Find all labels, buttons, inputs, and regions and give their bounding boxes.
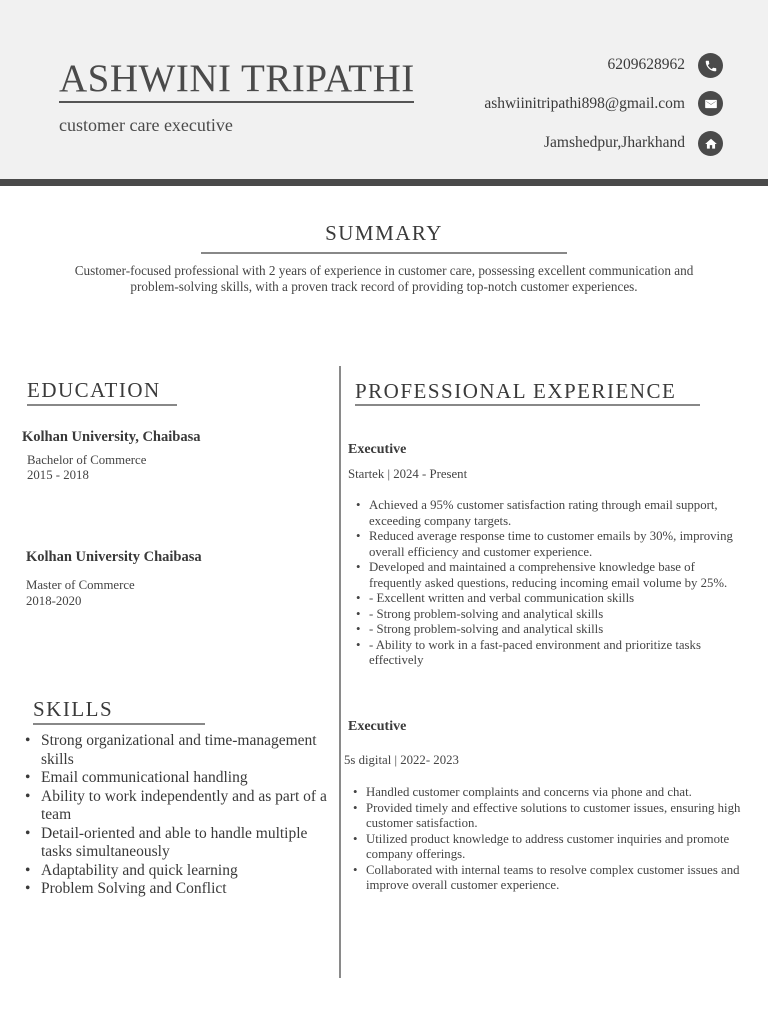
skill-item: • Email communicational handling — [22, 769, 332, 788]
education-school: Kolhan University Chaibasa — [26, 549, 202, 565]
skills-list — [22, 732, 332, 899]
job-bullets — [351, 785, 756, 894]
job-bullet: • - Excellent written and verbal communication skills — [354, 591, 749, 607]
job-bullet: • Reduced average response time to customer emails by 30%, improving overall efficiency and customer experience. — [354, 529, 749, 560]
education-school: Kolhan University, Chaibasa — [22, 429, 201, 445]
email-address: ashwiinitripathi898@gmail.com — [484, 95, 685, 112]
job-company-dates: 5s digital | 2022- 2023 — [344, 753, 459, 767]
skill-item: • Problem Solving and Conflict — [22, 880, 332, 899]
phone-number: 6209628962 — [607, 56, 685, 73]
education-heading: EDUCATION — [27, 378, 161, 402]
email-icon — [698, 91, 723, 116]
skill-item: • Adaptability and quick learning — [22, 862, 332, 881]
summary-heading: SUMMARY — [325, 221, 443, 245]
education-years: 2018-2020 — [26, 594, 82, 608]
home-icon — [698, 131, 723, 156]
job-bullet: • - Strong problem-solving and analytical skills — [354, 622, 749, 638]
job-bullet: • Achieved a 95% customer satisfaction rating through email support, exceeding company targets. — [354, 498, 749, 529]
education-underline — [27, 404, 177, 406]
candidate-name: ASHWINI TRIPATHI — [59, 57, 415, 100]
experience-underline — [355, 404, 700, 406]
education-degree: Master of Commerce — [26, 578, 135, 592]
education-degree: Bachelor of Commerce — [27, 453, 147, 467]
location: Jamshedpur,Jharkhand — [544, 134, 685, 151]
job-company-dates: Startek | 2024 - Present — [348, 467, 468, 481]
summary-underline — [201, 252, 567, 254]
job-bullet: • - Strong problem-solving and analytical skills — [354, 607, 749, 623]
job-bullet: • Handled customer complaints and concerns via phone and chat. — [351, 785, 756, 801]
skill-item: • Ability to work independently and as part of a team — [22, 788, 332, 825]
experience-heading: PROFESSIONAL EXPERIENCE — [355, 379, 677, 403]
job-bullet: • Utilized product knowledge to address customer inquiries and promote company offerings. — [351, 832, 756, 863]
job-title: Executive — [348, 442, 407, 457]
column-divider — [339, 366, 341, 978]
job-bullet: • Provided timely and effective solutions to customer issues, ensuring high customer satisfaction. — [351, 801, 756, 832]
name-underline — [59, 101, 414, 103]
job-title: Executive — [348, 719, 407, 734]
education-years: 2015 - 2018 — [27, 468, 89, 482]
job-bullet: • Developed and maintained a comprehensive knowledge base of frequently asked questions, reducing incoming email volume by 25%. — [354, 560, 749, 591]
skills-underline — [33, 723, 205, 725]
job-bullet: • - Ability to work in a fast-paced environment and prioritize tasks effectively — [354, 638, 749, 669]
job-bullets — [354, 498, 749, 669]
skill-item: • Detail-oriented and able to handle multiple tasks simultaneously — [22, 825, 332, 862]
header-divider-bar — [0, 179, 768, 186]
summary-text: Customer-focused professional with 2 years of experience in customer care, possessing excellent communication and problem-solving skills, with a proven track record of providing top-notch customer experiences. — [74, 263, 694, 294]
job-bullet: • Collaborated with internal teams to resolve complex customer issues and improve overall customer experience. — [351, 863, 756, 894]
phone-icon — [698, 53, 723, 78]
skill-item: • Strong organizational and time-management skills — [22, 732, 332, 769]
candidate-title: customer care executive — [59, 115, 233, 135]
skills-heading: SKILLS — [33, 697, 114, 721]
